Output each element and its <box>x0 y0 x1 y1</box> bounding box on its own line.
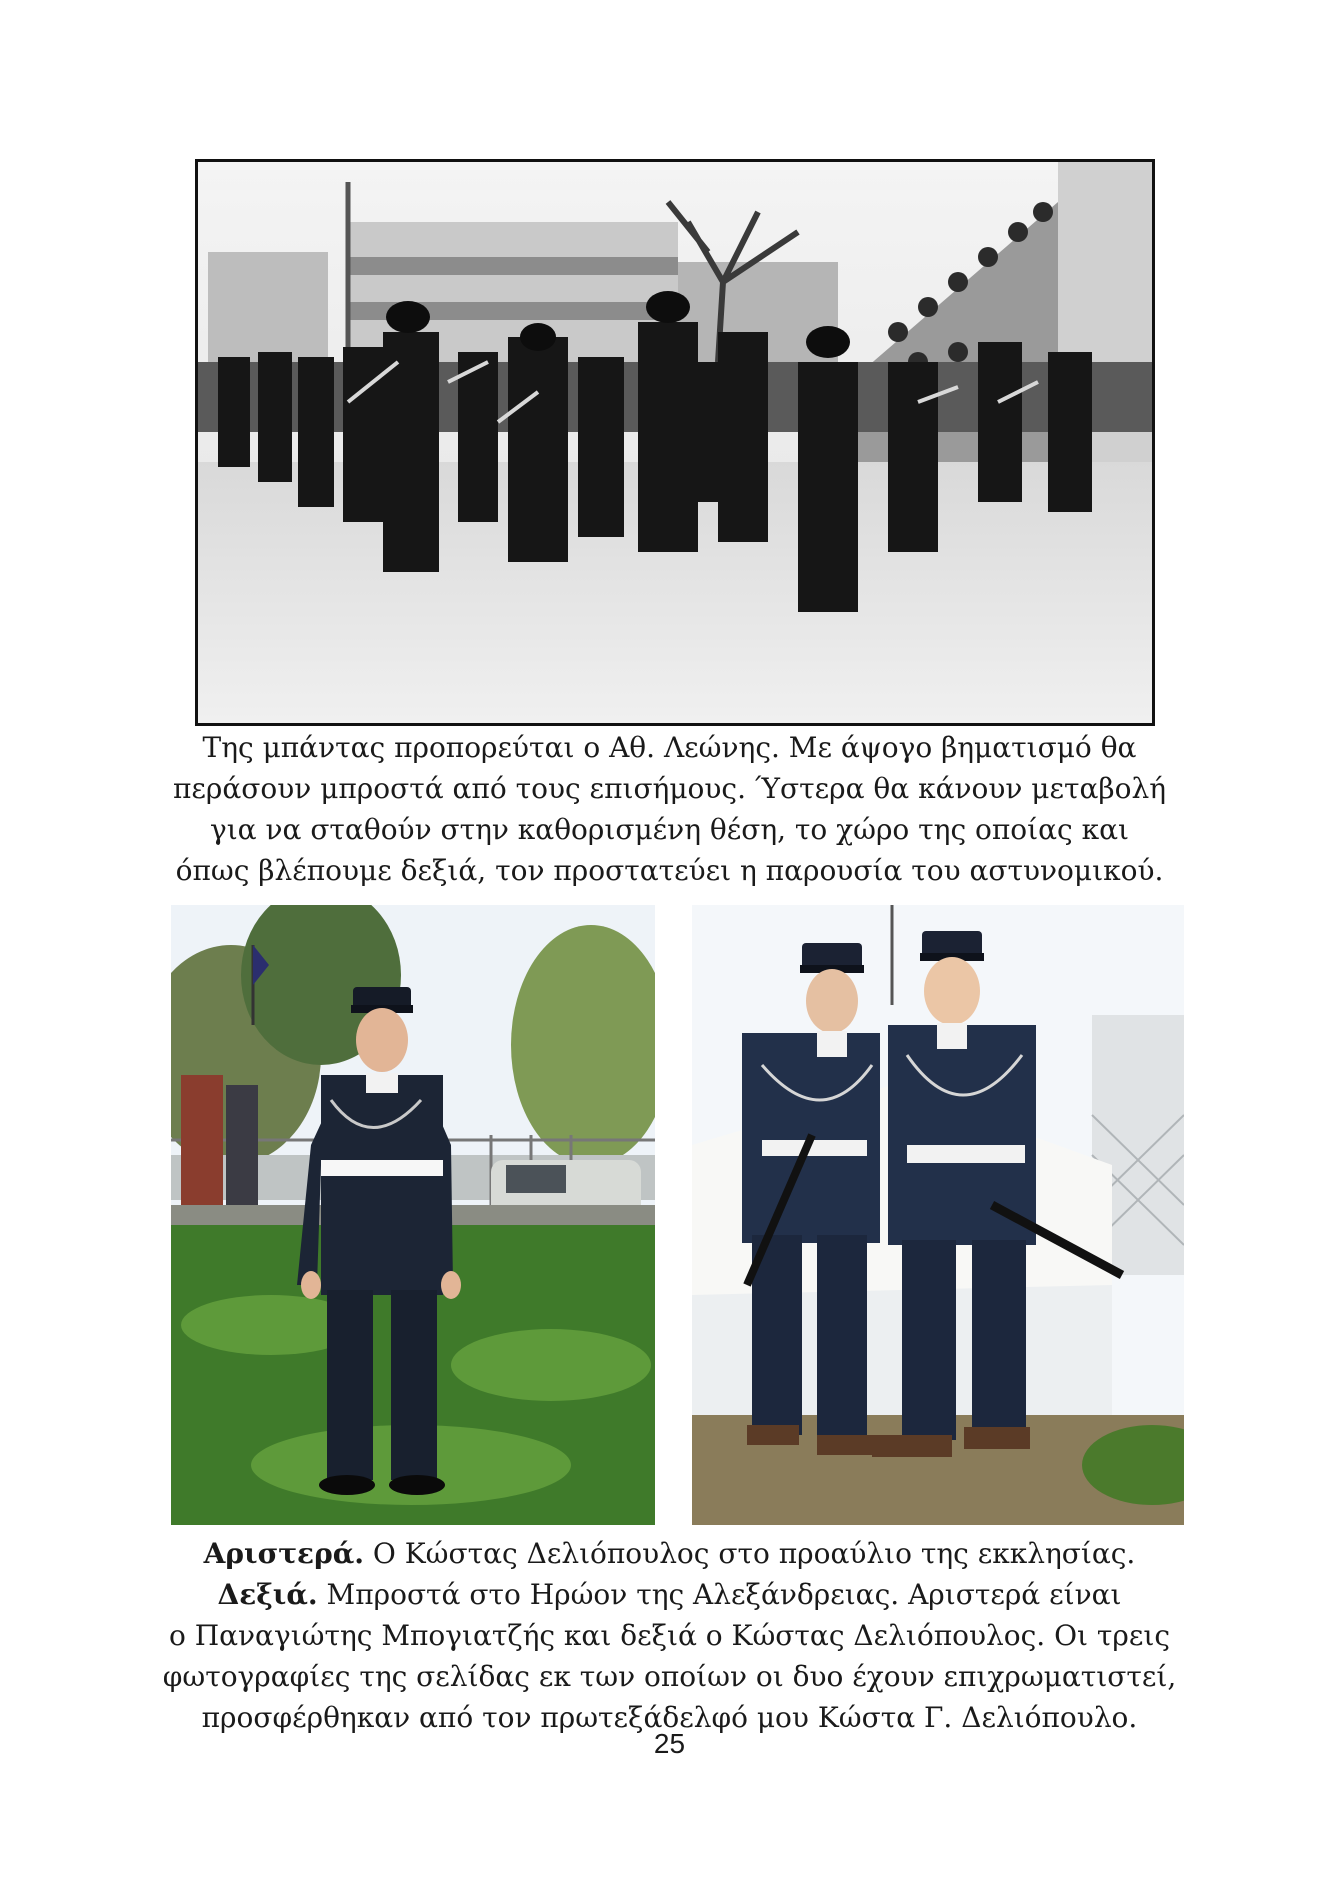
caption-line: ο Παναγιώτης Μπογιατζής και δεξιά ο Κώστας Δελιόπουλος. Οι τρεις <box>168 1619 1171 1652</box>
caption-right-text: Μπροστά στο Ηρώον της Αλεξάνδρειας. Αριστερά είναι <box>317 1578 1122 1611</box>
bottom-photos-caption <box>150 1533 1189 1738</box>
caption-line: Της μπάντας προπορεύται ο Αθ. Λεώνης. Με άψογο βηματισμό θα <box>202 731 1137 764</box>
caption-right-label: Δεξιά. <box>217 1578 318 1611</box>
band-march-photo <box>195 159 1155 726</box>
heroon-alexandreia-image <box>692 905 1184 1525</box>
caption-line: περάσουν μπροστά από τους επισήμους. Ύστερα θα κάνουν μεταβολή <box>173 772 1166 805</box>
caption-line: προσφέρθηκαν από τον πρωτεξάδελφό μου Κώστα Γ. Δελιόπουλο. <box>201 1701 1138 1734</box>
heroon-alexandreia-photo <box>692 905 1184 1525</box>
church-courtyard-image <box>171 905 655 1525</box>
band-march-image <box>198 162 1152 723</box>
caption-left-label: Αριστερά. <box>203 1537 364 1570</box>
top-photo-caption <box>150 727 1189 891</box>
church-courtyard-photo <box>171 905 655 1525</box>
caption-line: όπως βλέπουμε δεξιά, τον προστατεύει η παρουσία του αστυνομικού. <box>175 854 1164 887</box>
caption-left-text: Ο Κώστας Δελιόπουλος στο προαύλιο της εκκλησίας. <box>364 1537 1136 1570</box>
caption-line-left <box>150 1533 1189 1574</box>
page-number: 25 <box>653 1728 686 1759</box>
caption-line: φωτογραφίες της σελίδας εκ των οποίων οι δυο έχουν επιχρωματιστεί, <box>162 1660 1177 1693</box>
caption-line: για να σταθούν στην καθορισμένη θέση, το χώρο της οποίας και <box>209 813 1130 846</box>
caption-line-right <box>150 1574 1189 1615</box>
